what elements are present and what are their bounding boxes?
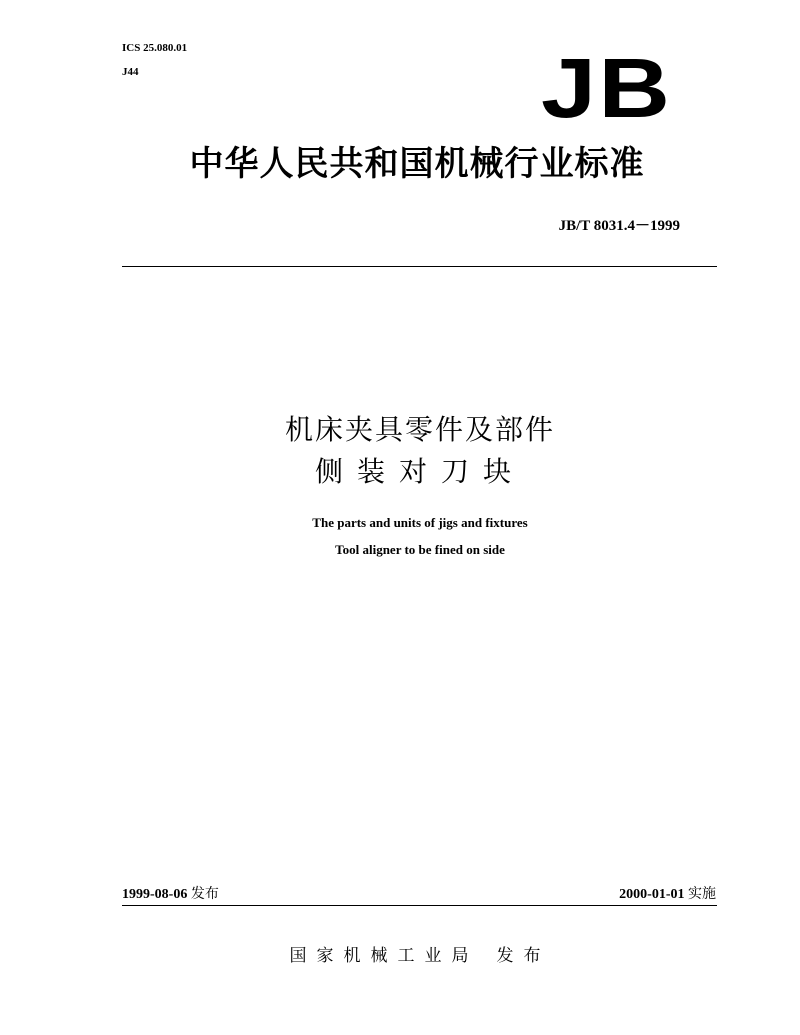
issuer-name: 国家机械工业局 [289, 946, 479, 966]
main-title: 中华人民共和国机械行业标准 [189, 144, 645, 184]
english-title-line-1: The parts and units of jigs and fixtures [312, 515, 528, 530]
implementation-label: 实施 [688, 887, 716, 902]
classification-code: J44 [122, 66, 139, 78]
implementation-date: 2000-01-01 [619, 887, 685, 902]
standard-number: JB/T 8031.4－1999 [558, 218, 680, 234]
bottom-divider [122, 905, 717, 906]
implementation-date-block [619, 883, 716, 903]
chinese-title-line-2: 侧装对刀块 [314, 455, 525, 488]
chinese-title-line-1: 机床夹具零件及部件 [284, 413, 555, 446]
issue-date-block [122, 883, 219, 903]
ics-code: ICS 25.080.01 [122, 42, 188, 54]
issue-date: 1999-08-06 [122, 887, 188, 902]
issuer-label: 发布 [496, 946, 551, 966]
english-title-line-2: Tool aligner to be fined on side [335, 542, 505, 557]
issuer-block [0, 941, 800, 966]
issue-label: 发布 [190, 887, 219, 902]
jb-logo: JB [540, 41, 672, 135]
top-divider [122, 266, 717, 267]
